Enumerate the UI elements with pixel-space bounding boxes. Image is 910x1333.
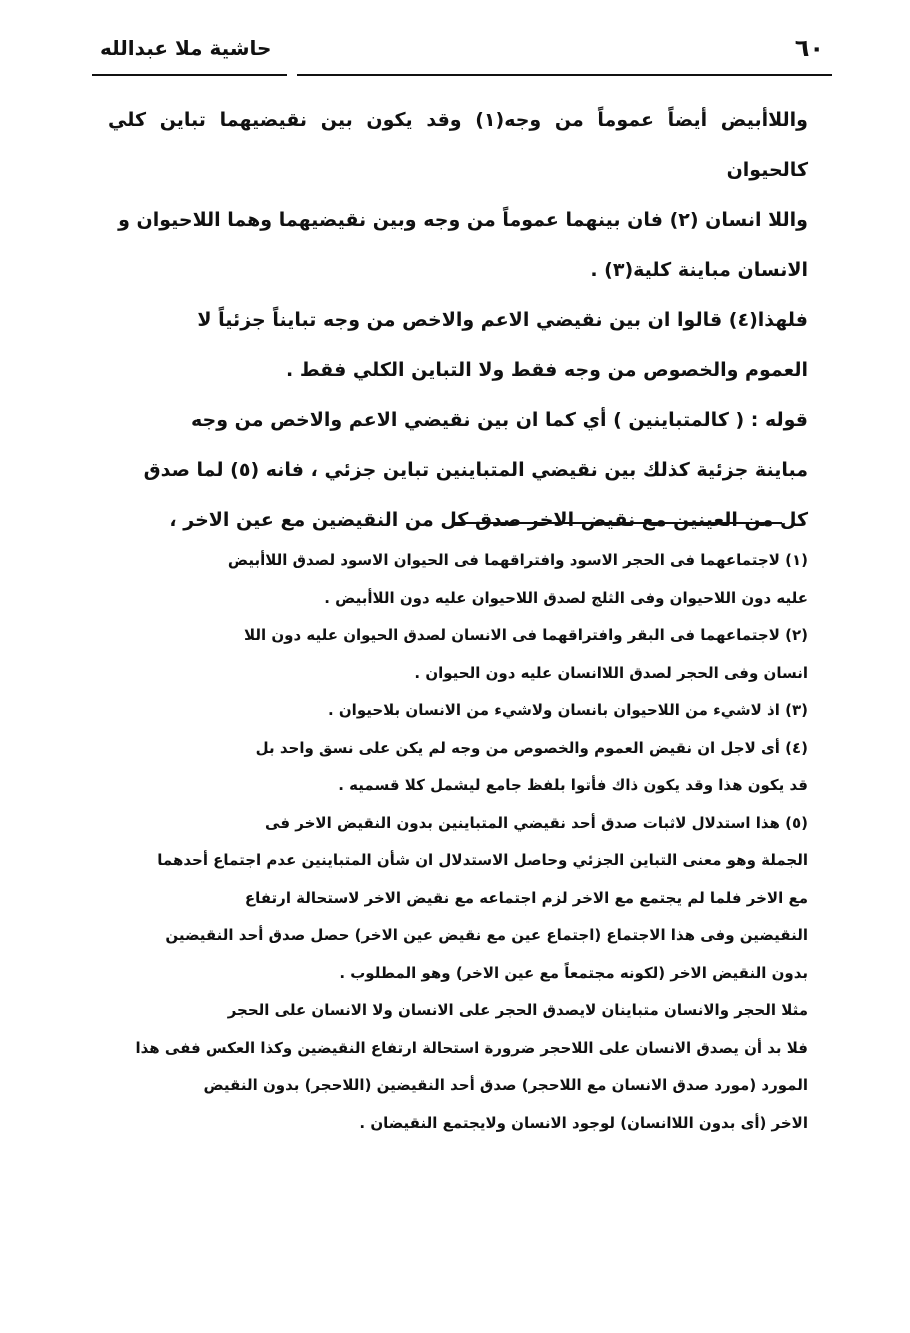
footnote-line-15: المورد (مورد صدق الانسان مع اللاحجر) صدق أحد النقيضين (اللاحجر) بدون النقيض bbox=[203, 1076, 808, 1094]
footnote-line-10: مع الاخر فلما لم يجتمع مع الاخر لزم اجتماعه مع نقيض الاخر لاستحالة ارتفاع bbox=[244, 888, 808, 907]
main-line-2: واللا انسان (٢) فان بينهما عموماً من وجه وبين نقيضيهما وهما اللاحيوان و bbox=[118, 209, 808, 231]
footnote-line-5: (٣) اذ لاشيء من اللاحيوان بانسان ولاشيء من الانسان بلاحيوان . bbox=[327, 701, 808, 719]
footnote-line-6: (٤) أى لاجل ان نقيض العموم والخصوص من وجه لم يكن على نسق واحد بل bbox=[255, 738, 808, 757]
main-line-7: مباينة جزئية كذلك بين نقيضي المتباينين تباين جزئي ، فانه (٥) لما صدق bbox=[143, 459, 808, 481]
main-line-5: العموم والخصوص من وجه فقط ولا التباين الكلي فقط . bbox=[285, 359, 808, 381]
main-line-3: الانسان مباينة كلية(٣) . bbox=[590, 259, 808, 281]
header-rule-left bbox=[92, 74, 287, 76]
footnote-line-2: عليه دون اللاحيوان وفى الثلج لصدق اللاحيوان عليه دون اللاأبيض . bbox=[324, 588, 808, 607]
footnote-line-4: انسان وفى الحجر لصدق اللاانسان عليه دون الحيوان . bbox=[414, 663, 808, 682]
running-title: حاشية ملا عبدالله bbox=[100, 36, 272, 60]
footnote-line-8: (٥) هذا استدلال لاثبات صدق أحد نقيضي المتباينين بدون النقيض الاخر فى bbox=[265, 813, 808, 832]
footnote-line-14: فلا بد أن يصدق الانسان على اللاحجر ضرورة استحالة ارتفاع النقيضين وكذا العكس ففى هذا bbox=[135, 1038, 808, 1057]
header-rule-right bbox=[297, 74, 832, 76]
footnote-line-9: الجملة وهو معنى التباين الجزئي وحاصل الاستدلال ان شأن المتباينين عدم اجتماع أحدهما bbox=[157, 851, 808, 869]
footnote-line-1: (١) لاجتماعهما فى الحجر الاسود وافتراقهما فى الحيوان الاسود لصدق اللاأبيض bbox=[227, 551, 808, 569]
main-text bbox=[108, 95, 808, 545]
main-line-8: كل من العينين مع نقيض الاخر صدق كل من النقيضين مع عين الاخر ، bbox=[169, 509, 808, 531]
main-line-4: فلهذا(٤) قالوا ان بين نقيضي الاعم والاخص من وجه تبايناً جزئياً لا bbox=[197, 309, 808, 331]
main-line-6: قوله : ( كالمتباينين ) أي كما ان بين نقيضي الاعم والاخص من وجه bbox=[191, 409, 808, 431]
footnote-line-16: الاخر (أى بدون اللاانسان) لوجود الانسان ولايجتمع النقيضان . bbox=[359, 1113, 808, 1132]
footnote-line-11: النقيضين وفى هذا الاجتماع (اجتماع عين مع نقيض عين الاخر) حصل صدق أحد النقيضين bbox=[165, 926, 808, 944]
page-header bbox=[92, 30, 832, 80]
page-number: ٦٠ bbox=[794, 34, 824, 62]
footnote-separator bbox=[452, 522, 782, 524]
footnotes bbox=[108, 542, 808, 1142]
footnote-line-12: بدون النقيض الاخر (لكونه مجتمعاً مع عين الاخر) وهو المطلوب . bbox=[339, 963, 808, 982]
footnote-line-3: (٢) لاجتماعهما فى البقر وافتراقهما فى الانسان لصدق الحيوان عليه دون اللا bbox=[243, 626, 808, 644]
footnote-line-13: مثلا الحجر والانسان متباينان لايصدق الحجر على الانسان ولا الانسان على الحجر bbox=[227, 1001, 808, 1019]
main-line-1: واللاأبيض أيضاً عموماً من وجه(١) وقد يكون بين نقيضيهما تباين كلي كالحيوان bbox=[108, 109, 808, 181]
footnote-line-7: قد يكون هذا وقد يكون ذاك فأتوا بلفظ جامع ليشمل كلا قسميه . bbox=[338, 776, 808, 794]
